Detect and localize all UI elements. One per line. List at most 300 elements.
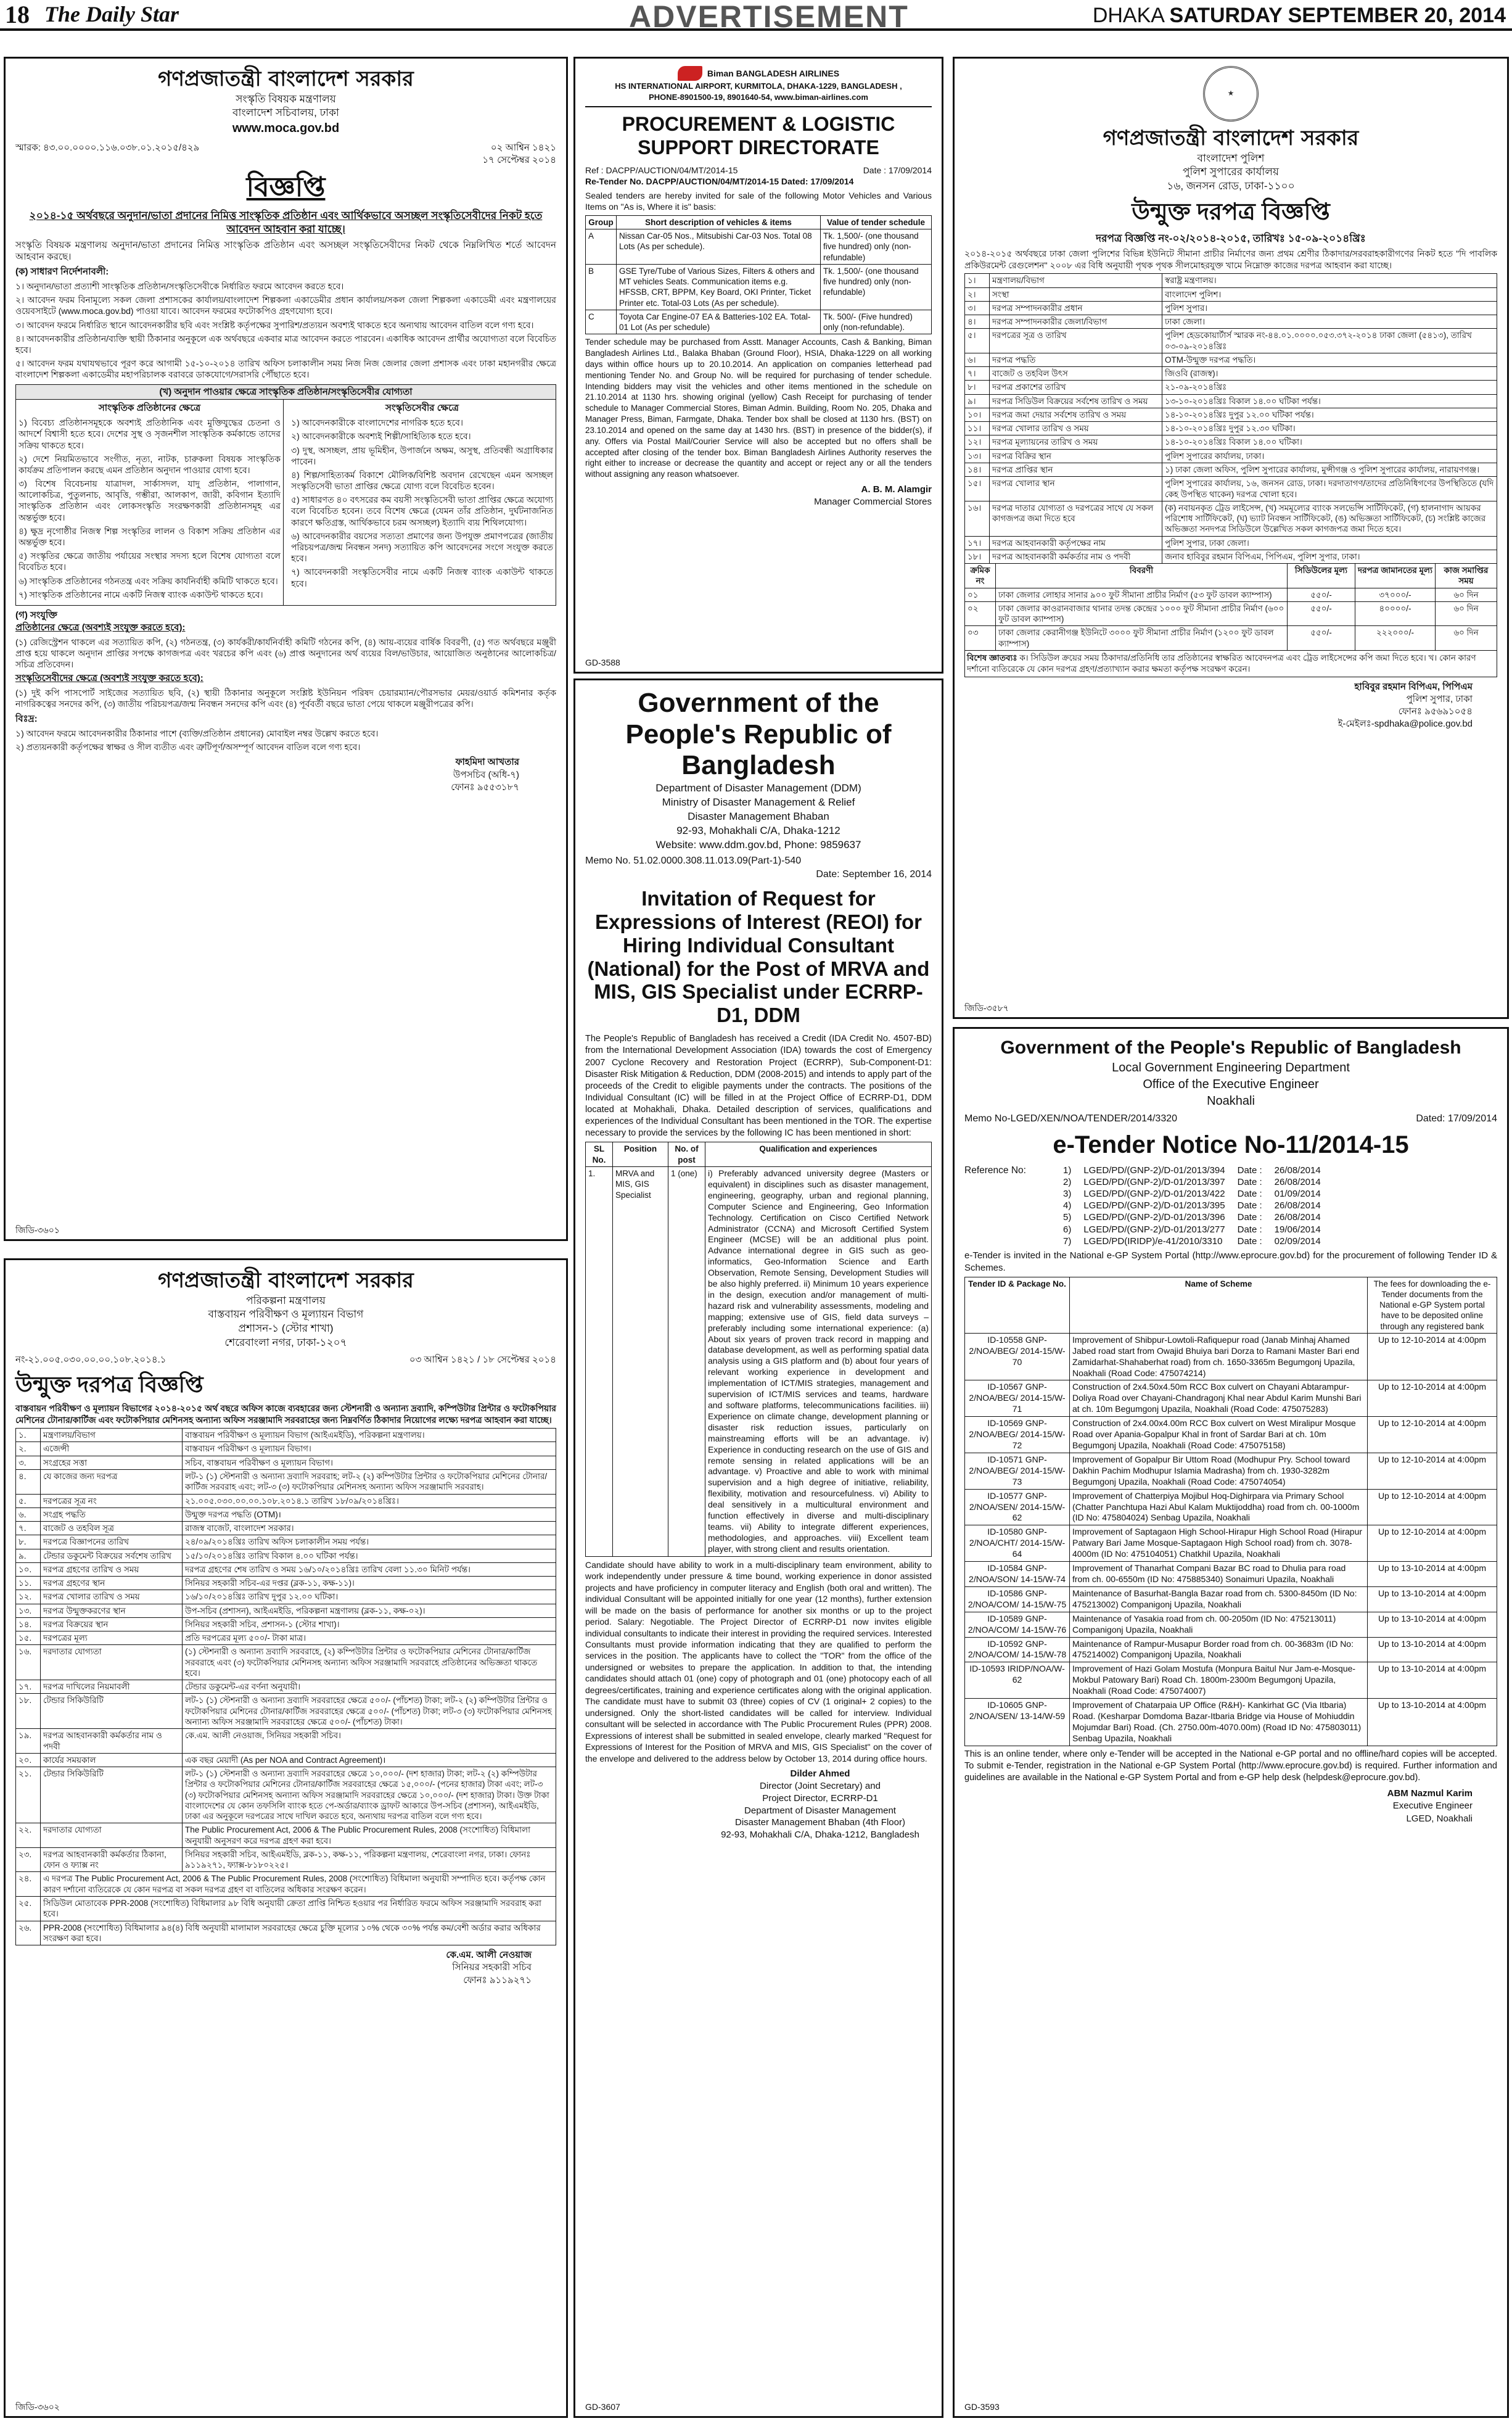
table-row bbox=[16, 1604, 556, 1617]
table-header bbox=[586, 1142, 932, 1167]
row-number: ৭। bbox=[965, 367, 990, 381]
table-row bbox=[16, 1680, 556, 1694]
group: B bbox=[586, 264, 617, 310]
table-row bbox=[965, 1489, 1497, 1525]
row-label: দরপত্র খোলার স্থান bbox=[990, 477, 1162, 501]
ad-code: জিডি-৩৬০২ bbox=[15, 2401, 60, 2412]
ref-cell: Date : bbox=[1237, 1224, 1262, 1235]
ref-cell: LGED/PD/(GNP-2)/D-01/2013/395 bbox=[1083, 1200, 1225, 1211]
ref-cell: 6) bbox=[1063, 1224, 1072, 1235]
table-row bbox=[586, 310, 932, 334]
ref-cell: 3) bbox=[1063, 1188, 1072, 1199]
date-bn: ০২ আশ্বিন ১৪২১ bbox=[490, 142, 556, 154]
item-number: ০১ bbox=[965, 588, 996, 601]
signature-block bbox=[585, 484, 932, 509]
row-value: পুলিশ সুপার। bbox=[1162, 301, 1497, 315]
table-row bbox=[965, 477, 1497, 501]
row-number: ১৬. bbox=[16, 1645, 41, 1680]
ref-cell: 4) bbox=[1063, 1200, 1072, 1211]
row-number: ১৭। bbox=[965, 536, 990, 550]
ref-cell: Date : bbox=[1237, 1200, 1262, 1211]
scheme-name: Maintenance of Yasakia road from ch. 00-2050m (ID No: 475213011) Companigonj Upazila, Noakhali bbox=[1070, 1612, 1368, 1637]
table-row bbox=[965, 301, 1497, 315]
table-header bbox=[965, 564, 1497, 588]
th-sl: SL No. bbox=[586, 1142, 613, 1167]
address: ১৬, জনসন রোড, ঢাকা-১১০০ bbox=[1167, 180, 1295, 192]
body: Candidate should have ability to work in a multi-disciplinary team environment, ability to work independently under pressure & time bound, working experience in donor assisted projects and have proficiency in computer literacy and English (both oral and written). The individual Consultant will be appointed initially for one year (12 months), further extension will be made on the basis of performance for another six months or up to the project period. Salary: Negotiable. The Project Director of ECRRP-D1 now invites eligible individual consultants to indicate their interest in providing the required services. Interested Consultants must provide information indicating that they are qualified to perform the services in the position. The applicants have to collect the "TOR" from the office of the undersigned or websites to prepare the application. In addition to that, the intending candidates should attach 01 (one) copy of photograph and 01 (one) photocopy each of all degrees/certificates, training and experience certificates along with the original application. The candidate must have to submit 03 (three) copies of CV (1 original+ 2 copies) to the undersigned. Only the short-listed candidates will be called for interview. Individual consultant will be selected in accordance with The Public Procurement Rules (PPR) 2008. Expressions of interest shall be submitted in sealed envelope, clearly marked "Request for Expressions of Interest for the Position of MRVA and MIS, GIS Specialist" on the cover of the envelope and delivered to the address below by October 13, 2014 during office hours. bbox=[585, 1559, 932, 1763]
row-value: উন্মুক্ত দরপত্র পদ্ধতি (OTM)। bbox=[183, 1507, 556, 1521]
row-number: ১৭. bbox=[16, 1680, 41, 1694]
row-number: ২৫. bbox=[16, 1897, 41, 1921]
ref-cell: 26/08/2014 bbox=[1274, 1212, 1321, 1223]
ref-cell: 5) bbox=[1063, 1212, 1072, 1223]
table-heading: ক্রমিক নং bbox=[965, 564, 996, 588]
table-row bbox=[16, 1645, 556, 1680]
row-label: দরপত্র গ্রহণের তারিখ ও সময় bbox=[41, 1562, 183, 1576]
row-value: পুলিশ হেডকোয়ার্টার্স স্মারক নং-৪৪.০১.০০০০.০৫৩.৩৭২-২০১৪ ঢাকা জেলা (৫৪১৩), তারিখ ০৩-০৯-২০১৪খ্রিঃ bbox=[1162, 329, 1497, 353]
deadline: Up to 13-10-2014 at 4:00pm bbox=[1368, 1586, 1497, 1612]
intro: বাস্তবায়ন পরিবীক্ষণ ও মূল্যায়ন বিভাগের ২০১৪-২০১৫ অর্থ বছরে অফিস কাজে ব্যবহারের জন্য স্টেশনারী ও অন্যান্য দ্রব্যাদি, কম্পিউটার প্রিন্টার ও ফটোকপিয়ার মেশিনের টোনার/কার্টিজ এবং ফটোকপিয়ার মেশিনসহ অন্যান্য অফিস সরঞ্জামাদি সরবরাহের জন্য নিম্নবর্ণিত ঠিকাদার নিয়োগের লক্ষ্যে দরপত্র আহবান করা যাচ্ছে। bbox=[15, 1403, 556, 1425]
signature-block bbox=[15, 756, 519, 794]
ref-cell: 2) bbox=[1063, 1176, 1072, 1187]
table-row bbox=[965, 353, 1497, 366]
institution-column bbox=[16, 400, 284, 605]
ref-cell: 26/08/2014 bbox=[1274, 1176, 1321, 1187]
signer-title: Director (Joint Secretary) and bbox=[760, 1780, 881, 1791]
deadline: Up to 12-10-2014 at 4:00pm bbox=[1368, 1380, 1497, 1417]
signer-org: LGED, Noakhali bbox=[1406, 1813, 1473, 1824]
table-row bbox=[965, 329, 1497, 353]
row-number: ১৮. bbox=[16, 1694, 41, 1729]
intro: Sealed tenders are hereby invited for sale of the following Motor Vehicles and Various Items on "As is, Where it is" basis: bbox=[585, 190, 932, 212]
ref-cell: LGED/PD/(GNP-2)/D-01/2013/277 bbox=[1083, 1224, 1225, 1235]
ref-table bbox=[1057, 1165, 1327, 1247]
row-value: এক বছর মেয়াদী (As per NOA and Contract Agreement)। bbox=[183, 1753, 556, 1767]
schedule-price: ৫৫০/- bbox=[1288, 626, 1355, 651]
institution-attachments: (১) রেজিস্ট্রেশন থাকলে এর সত্যায়িত কপি, (২) গঠনতন্ত্র, (৩) কার্যকরী/কার্যনির্বাহী কমিটি গঠনের কপি, (৪) আয়-ব্যয়ের বার্ষিক বিবরণী, (৫) গত অর্থবছরে মঞ্জুরী প্রাপ্ত হয়ে থাকলে অনুদান প্রাপ্তির সপক্ষে কাগজপত্র এবং খরচের কপি এবং (৬) প্রাপ্ত অনুদানের অর্থ ব্যয়ের বিল/ভাউচার, আয়োজিত অনুষ্ঠানের আলোকচিত্র/সচিত্র প্রতিবেদন। bbox=[15, 637, 556, 669]
ref-cell: Date : bbox=[1237, 1235, 1262, 1247]
table-row bbox=[16, 1872, 556, 1897]
row-value: বাস্তবায়ন পরিবীক্ষণ ও মূল্যায়ন বিভাগ (আইএমইডি), পরিকল্পনা মন্ত্রণালয়। bbox=[183, 1429, 556, 1442]
ref-cell: Date : bbox=[1237, 1165, 1262, 1176]
scheme-name: Improvement of Hazi Golam Mostufa (Monpura Baitul Nur Jam-e-Mosque-Mokbul Patowary Bari) Road Ch. 1800m-2300m Begumgonj Upazila, Noakhali (Road Code: 475074007) bbox=[1070, 1662, 1368, 1699]
row-value: OTM-উন্মুক্ত দরপত্র পদ্ধতি। bbox=[1162, 353, 1497, 366]
ref-label: Reference No: bbox=[964, 1165, 1026, 1176]
notice-heading: উন্মুক্ত দরপত্র বিজ্ঞপ্তি bbox=[15, 1372, 203, 1398]
ref-cell: 02/09/2014 bbox=[1274, 1235, 1321, 1247]
table-row bbox=[965, 1453, 1497, 1489]
table-row bbox=[586, 264, 932, 310]
tender-id: ID-10577 GNP-2/NOA/SEN/ 2014-15/W-62 bbox=[965, 1489, 1070, 1525]
ref-cell: Date : bbox=[1237, 1188, 1262, 1199]
dateline bbox=[1093, 4, 1506, 28]
row-value: ১৬/১০/২০১৪খ্রিঃ তারিখ দুপুর ১২.০০ ঘটিকা। bbox=[183, 1590, 556, 1604]
scheme-name: Improvement of Gopalpur Bir Uttom Road (Modhupur Pry. School toward Dakhin Pachim Modhupur Islamia Madrasha) from ch. 1930-3282m Begumgonj Upazila, Noakhali (Road Code: 475074054) bbox=[1070, 1453, 1368, 1489]
row-text: PPR-2008 (সংশোধিত) বিধিমালার ৯৪(৪) বিধি অনুযায়ী মালামাল সরবরাহের ক্ষেত্রে চুক্তি মূল্যের ১০% থেকে ৩০% পর্যন্ত কম/বেশী অর্ডার করার অধিকার সংরক্ষণ করা হবে। bbox=[41, 1921, 556, 1945]
ref-cell: LGED/PD/(GNP-2)/D-01/2013/397 bbox=[1083, 1176, 1225, 1187]
tender-id: ID-10592 GNP-2/NOA/COM/ 14-15/W-78 bbox=[965, 1637, 1070, 1662]
tender-id: ID-10567 GNP-2/NOA/BEG/ 2014-15/W-71 bbox=[965, 1380, 1070, 1417]
notice-heading: উন্মুক্ত দরপত্র বিজ্ঞপ্তি bbox=[1132, 199, 1330, 226]
table-row bbox=[16, 1507, 556, 1521]
row-label: দরপত্রে বিজ্ঞাপনের তারিখ bbox=[41, 1535, 183, 1549]
tender-id: ID-10586 GNP-2/NOA/COM/ 14-15/W-75 bbox=[965, 1586, 1070, 1612]
row-value: স্বরাষ্ট্র মন্ত্রণালয়। bbox=[1162, 274, 1497, 287]
schedule-price: ৫৫০/- bbox=[1288, 601, 1355, 626]
row-number: ২৩. bbox=[16, 1847, 41, 1872]
row-label: টেন্ডার ডকুমেন্ট বিক্রয়ের সর্বশেষ তারিখ bbox=[41, 1549, 183, 1562]
schedule-value: Tk. 1,500/- (one thousand five hundred) only (non-refundable) bbox=[821, 264, 932, 310]
office: পুলিশ সুপারের কার্যালয় bbox=[1182, 166, 1280, 178]
row-label: দরদাতার যোগ্যতা bbox=[41, 1645, 183, 1680]
airline-name: Biman BANGLADESH AIRLINES bbox=[707, 68, 840, 78]
table-row bbox=[16, 1522, 556, 1535]
row-number: ৬. bbox=[16, 1507, 41, 1521]
table-row bbox=[16, 1442, 556, 1456]
intro: The People's Republic of Bangladesh has received a Credit (IDA Credit No. 4507-BD) from the International Development Association (IDA) towards the cost of Emergency 2007 Cyclone Recovery and Restoration Project (ECRRP), Sub-Component-D1: Disaster Risk Mitigation & Reduction, DDM (2008-2015) and intends to apply part of the proceeds of the Credit to eligible payments under the contracts. The positions of the Individual Consultant (IC) will be filled in at the Project Office of ECRRP-D1, DDM located at Mohakhali, Dhaka. Detailed description of services, qualifications and experiences of the Individual Consultant has been mentioned in the TOR. The expertise necessary to provide the services by the following IC has been mentioned in short: bbox=[585, 1034, 932, 1139]
row-value: (ক) নবায়নকৃত ট্রেড লাইসেন্স, (খ) সমমূল্যের ব্যাংক সলভেন্সি সার্টিফিকেট, (গ) হালনাগাদ আয়কর পরিশোধ সার্টিফিকেট, (ঘ) ভ্যাট নিবন্ধন সার্টিফিকেট, (ঙ) অভিজ্ঞতা সার্টিফিকেট, (চ) সংশ্লিষ্ট কাজের অভিজ্ঞতা সনদপত্র সিডিউলে উল্লেখিত সকল কাগজপত্র জমা দিতে হবে। bbox=[1162, 501, 1497, 536]
row-number: ৪। bbox=[965, 315, 990, 329]
ad-title: গণপ্রজাতন্ত্রী বাংলাদেশ সরকার bbox=[158, 67, 414, 91]
memo: স্মারক: ৪৩.০০.০০০০.১১৬.০৩৮.০১.২০১৫/৪২৯ bbox=[15, 142, 200, 154]
table-row bbox=[586, 1166, 932, 1556]
schedule-price: ৫৫০/- bbox=[1288, 588, 1355, 601]
security-amount: ৪০০০০/- bbox=[1355, 601, 1436, 626]
posts: 1 (one) bbox=[668, 1166, 705, 1556]
row-number: ৭. bbox=[16, 1522, 41, 1535]
row-value: ২১.০০৫.০৩০.০০.০০.১০৮.২০১৪.১ তারিখ ১৮/০৯/২০১৪খ্রিঃ। bbox=[183, 1494, 556, 1507]
table-row bbox=[16, 1535, 556, 1549]
district: Noakhali bbox=[1207, 1094, 1255, 1108]
institution-attach-heading: প্রতিষ্ঠানের ক্ষেত্রে (অবশ্যই সংযুক্ত করতে হবে): bbox=[15, 622, 186, 633]
row-value: ১৫/১০/২০১৪খ্রিঃ তারিখ বিকাল ৪.০০ ঘটিকা পর্যন্ত। bbox=[183, 1549, 556, 1562]
description: Nissan Car-05 Nos., Mitsubishi Car-03 Nos. Total 08 Lots (As per schedule). bbox=[617, 229, 821, 265]
schedule-value: Tk. 500/- (Five hundred) only (non-refundable). bbox=[821, 310, 932, 334]
table-row bbox=[965, 1586, 1497, 1612]
ministry: Ministry of Disaster Management & Relief bbox=[662, 796, 855, 808]
table-row bbox=[16, 1921, 556, 1945]
table-row bbox=[965, 394, 1497, 408]
row-number: ১৪. bbox=[16, 1617, 41, 1631]
rule: ১। অনুদান/ভাতা প্রত্যাশী সাংস্কৃতিক প্রতিষ্ঠান/সংস্কৃতিসেবীকে নির্ধারিত ফরমে আবেদন করতে হবে। bbox=[15, 281, 344, 292]
person-column bbox=[289, 400, 556, 605]
criterion: ৫) সাধারণত ৪০ বৎসরের কম বয়সী সংস্কৃতিসেবী ভাতা প্রাপ্তির ক্ষেত্রে অযোগ্য বলে বিবেচিত হবেন। তবে বিশেষ ক্ষেত্রে (যেমন তাঁর প্রতিষ্ঠান, দুর্ঘটনাজনিত কারণে ক্ষতিগ্রস্ত, আর্থিকভাবে চরম অসচ্ছল) ইত্যাদি ব্যয় শিথিলযোগ্য। bbox=[291, 495, 553, 527]
security-amount: ৩৭০০০/- bbox=[1355, 588, 1436, 601]
ad-imed-tender bbox=[4, 1258, 568, 2418]
memo: Memo No. 51.02.0000.308.11.013.09(Part-1)-540 bbox=[585, 856, 802, 867]
signer-name: A. B. M. Alamgir bbox=[861, 484, 932, 495]
scheme-name: Improvement of Chatterpiya Mojibul Hoq-Dighirpara via Primary School (Chatter Panchtupa Hazi Abul Kalam Muktijoddha) road from ch. 00-1000m (ID No: 475804024) Senbag Upazila, Noakhali bbox=[1070, 1489, 1368, 1525]
section-a: (ক) সাধারণ নির্দেশনাবলী: bbox=[15, 266, 109, 278]
tender-id: ID-10580 GNP-2/NOA/CHT/ 2014-15/W-64 bbox=[965, 1525, 1070, 1562]
row-label: দরপত্র আহবানকারী কর্মকর্তার নাম ও পদবী bbox=[41, 1729, 183, 1754]
item-description: ঢাকা জেলার কাওরানবাজার থানার তদন্ত কেন্দ্রের ১০০০ ফুট সীমানা প্রাচীর নির্মাণ (৬০০ ফুট ডাবল ক্যাম্পাস) bbox=[996, 601, 1288, 626]
department: Department of Disaster Management (DDM) bbox=[655, 782, 861, 794]
scheme-name: Improvement of Thanarhat Compani Bazar BC road to Dhulia para road from ch. 00-6550m (ID No: 475885340) Sonaimuri Upazila, Noakhali bbox=[1070, 1562, 1368, 1587]
table-heading: সিডিউলের মূল্য bbox=[1288, 564, 1355, 588]
position-table bbox=[585, 1142, 932, 1556]
person-attachments: (১) দুই কপি পাসপোর্ট সাইজের সত্যায়িত ছবি, (২) স্থায়ী ঠিকানার অনুকূলে সংশ্লিষ্ট ইউনিয়ন পরিষদ চেয়ারম্যান/পৌরসভার মেয়র/ওয়ার্ড কমিশনার কর্তৃক নাগরিকত্বের সনদের কপি, (৩) জাতীয় পরিচয়পত্র/জন্ম নিবন্ধন সনদের কপি এবং (৪) পূর্ববর্তী বছরে ভাতা পেয়ে থাকলে মঞ্জুরীপত্রের কপি। bbox=[15, 687, 556, 709]
description: GSE Tyre/Tube of Various Sizes, Filters & others and MT vehicles Seats. Communication items e.g. HFSSB, CRT, BPPM, Key Board, OKI Printer, Ticket Printer etc. Total-03 Lots (As per schedule). bbox=[617, 264, 821, 310]
row-value: ১৪-১০-২০১৪খ্রিঃ দুপুর ১২.০০ ঘটিকা পর্যন্ত। bbox=[1162, 408, 1497, 421]
table-row bbox=[965, 1417, 1497, 1453]
deadline: Up to 13-10-2014 at 4:00pm bbox=[1368, 1699, 1497, 1746]
ad-code: GD-3607 bbox=[585, 2401, 620, 2412]
ref-cell: LGED/PD/(GNP-2)/D-01/2013/396 bbox=[1083, 1212, 1225, 1223]
description: Toyota Car Engine-07 EA & Batteries-102 EA. Total-01 Lot (As per schedule) bbox=[617, 310, 821, 334]
row-label: সংগ্রহ পদ্ধতি bbox=[41, 1507, 183, 1521]
table-row bbox=[965, 315, 1497, 329]
page-number: 18 bbox=[5, 0, 30, 28]
body: Tender schedule may be purchased from Asstt. Manager Accounts, Cash & Banking, Biman Bangladesh Airlines Ltd., Balaka Bhaban (Ground Floor), HSIA, Dhaka-1229 on all working days within office hours up to 20.10.2014. An application on companies letterhead pad mentioning Tender No. and Group No. will be required for purchasing of tender schedule. Intending bidders may visit the vehicles and other items mentioned in the schedule on 21.10.2014 at 1130 hrs. showing original (yellow) Cash Receipt for purchasing of tender schedule to Manager Commercial Stores, Biman Admin. Building, Room No. 205, Dhaka and Manager Press, Biman, Farmgate, Dhaka. Tender box shall be closed at 1130 hrs. (BST) on 23.10.2014 and opened on the same day at 1430 hrs. (BST) in presence of the bidder(s), if any. Offers via Postal Mail/Courier Service will also be accepted but no offers shall be accepted after closing of the tender box. Biman Bangladesh Airlines Authority reserves the right either to increase or decrease the quantity and accept or reject any or all the tenders without assigning any reason whatsoever. bbox=[585, 337, 932, 479]
table-row bbox=[965, 1612, 1497, 1637]
table-row bbox=[965, 626, 1497, 651]
table-heading: Tender ID & Package No. bbox=[965, 1277, 1070, 1333]
row-label: মন্ত্রণালয়/বিভাগ bbox=[41, 1429, 183, 1442]
tender-id: ID-10593 IRIDP/NOA/W-62 bbox=[965, 1662, 1070, 1699]
ref-cell: LGED/PD(IRIDP)/e-41/2010/3310 bbox=[1083, 1235, 1223, 1247]
table-heading: দরপত্র জামানতের মূল্য bbox=[1355, 564, 1436, 588]
ref-row bbox=[1057, 1200, 1327, 1211]
intro: ২০১৪-২০১৫ অর্থবছরে ঢাকা জেলা পুলিশের বিভিন্ন ইউনিটে সীমানা প্রাচীর নির্মাণের জন্য প্রথম শ্রেণীর ঠিকাদার/সরবরাহকারীগণের নিকট হতে "দি পাবলিক প্রকিউরমেন্ট রেগুলেশন" ২০০৮ এর বিধি অনুযায়ী পৃথক পৃথক সীলমোহরযুক্ত খামে নিম্নোক্ত কাজের দরপত্র আহবান করা যাচ্ছে। bbox=[964, 249, 1497, 270]
signer-title-2: Project Director, ECRRP-D1 bbox=[762, 1792, 878, 1804]
row-value: ১৪-১০-২০১৪খ্রিঃ দুপুর ১২.৩০ ঘটিকা। bbox=[1162, 422, 1497, 435]
rules-list bbox=[15, 281, 556, 381]
criterion: ৩) দুস্থ, অসচ্ছল, প্রায় ভূমিহীন, উপার্জনে অক্ষম, অসুস্থ, প্রতিবন্ধী অগ্রাধিকার পাবেন। bbox=[291, 445, 553, 466]
signer-title: Manager Commercial Stores bbox=[814, 497, 932, 508]
ref-cell: 01/09/2014 bbox=[1274, 1188, 1321, 1199]
item-number: ০৩ bbox=[965, 626, 996, 651]
row-value: বাস্তবায়ন পরিবীক্ষণ ও মূল্যায়ন বিভাগ। bbox=[183, 1442, 556, 1456]
row-label: দরদাতার যোগ্যতা bbox=[41, 1823, 183, 1848]
signer-name: ABM Nazmul Karim bbox=[1387, 1788, 1473, 1799]
table-row bbox=[965, 1562, 1497, 1587]
memo-row bbox=[964, 1112, 1497, 1125]
row-number: ৯। bbox=[965, 394, 990, 408]
criterion: ৩) বিশেষ বিবেচনায় যাত্রাদল, সার্কাসদল, যাদু প্রতিষ্ঠান, পালাগান, আলোকচিত্র, পুতুলনাচ, আবৃত্তি, গম্ভীরা, আলকাপ, জারী, কবিগান ইত্যাদি সাংস্কৃতিক প্রতিষ্ঠান এবং লোকসংস্কৃতি সংরক্ষণকারী প্রতিষ্ঠানসমূহ এর অন্তর্ভুক্ত হবে। bbox=[18, 479, 281, 522]
row-label: দরপত্র বিক্রয়ের স্থান bbox=[41, 1617, 183, 1631]
ad-title: গণপ্রজাতন্ত্রী বাংলাদেশ সরকার bbox=[1103, 126, 1359, 151]
office: Office of the Executive Engineer bbox=[1143, 1077, 1319, 1091]
ad-police-tender bbox=[953, 57, 1509, 1019]
dates: ০৩ আশ্বিন ১৪২১ / ১৮ সেপ্টেম্বর ২০১৪ bbox=[409, 1355, 556, 1366]
row-label: দরপত্র খোলার তারিখ ও সময় bbox=[990, 422, 1162, 435]
address: HS INTERNATIONAL AIRPORT, KURMITOLA, DHAKA-1229, BANGLADESH , bbox=[615, 81, 902, 91]
row-number: ১৪। bbox=[965, 463, 990, 477]
phone: PHONE-8901500-19, 8901640-54, www.biman-airlines.com bbox=[585, 92, 932, 108]
row-number: ২। bbox=[965, 287, 990, 301]
ad-code: জিডি-৩৬০১ bbox=[15, 1224, 60, 1235]
table-heading: Value of tender schedule bbox=[821, 215, 932, 229]
table-row bbox=[965, 463, 1497, 477]
row-label: দরপত্র সিডিউল বিক্রয়ের সর্বশেষ তারিখ ও সময় bbox=[990, 394, 1162, 408]
row-value: ২৪/০৯/২০১৪খ্রিঃ তারিখ অফিস চলাকালীন সময় পর্যন্ত। bbox=[183, 1535, 556, 1549]
row-label: দরপত্র উন্মুক্তকরণের স্থান bbox=[41, 1604, 183, 1617]
row-label: এজেন্সী bbox=[41, 1442, 183, 1456]
table-row bbox=[965, 536, 1497, 550]
criterion: ৬) সাংস্কৃতিক প্রতিষ্ঠানের গঠনতন্ত্র এবং সক্রিয় কার্যনির্বাহী কমিটি থাকতে হবে। bbox=[18, 575, 278, 586]
ref-row bbox=[1057, 1188, 1327, 1200]
row-label: দরপত্রের মূল্য bbox=[41, 1631, 183, 1645]
table-row bbox=[16, 1562, 556, 1576]
table-row bbox=[965, 601, 1497, 626]
row-value: সিনিয়র সহকারী সচিব, আইএমইডি, ব্লক-১১, কক্ষ-১১, পরিকল্পনা মন্ত্রণালয়, শেরেবাংলা নগর, ঢাকা। ফোনঃ ৯১১৯২৭১, ফ্যাক্স-৮১৮০২২৫। bbox=[183, 1847, 556, 1872]
tender-id: ID-10558 GNP-2/NOA/BEG/ 2014-15/W-70 bbox=[965, 1333, 1070, 1380]
row-number: ১৩. bbox=[16, 1604, 41, 1617]
intro: সংস্কৃতি বিষয়ক মন্ত্রণালয় অনুদান/ভাতা প্রদানের নিমিত্ত সাংস্কৃতিক প্রতিষ্ঠান এবং অসচ্ছল সংস্কৃতিসেবীদের নিকট থেকে নিম্নলিখিত শর্তে আবেদন আহবান করছে। bbox=[15, 239, 556, 263]
bhaban: Disaster Management Bhaban bbox=[688, 810, 829, 822]
tender-id: ID-10569 GNP-2/NOA/BEG/ 2014-15/W-72 bbox=[965, 1417, 1070, 1453]
criterion: ২) দেশে নিয়মিতভাবে সংগীত, নৃত্য, নাটক, চারুকলা বিষয়ক সাংস্কৃতিক কার্যক্রম প্রতিপালন করছে এমন প্রতিষ্ঠান অনুদান পাওয়ার যোগ্য হবে। bbox=[18, 453, 281, 475]
memo: Memo No-LGED/XEN/NOA/TENDER/2014/3320 bbox=[964, 1113, 1178, 1124]
position: MRVA and MIS, GIS Specialist bbox=[613, 1166, 668, 1556]
row-number: ২০. bbox=[16, 1753, 41, 1767]
ref-row bbox=[585, 165, 932, 176]
branch: প্রশাসন-১ (স্টোর শাখা) bbox=[238, 1322, 334, 1335]
column-heading: সংস্কৃতিসেবীর ক্ষেত্রে bbox=[385, 403, 459, 414]
ad-code: GD-3588 bbox=[585, 657, 620, 667]
table-row bbox=[965, 367, 1497, 381]
row-value: জিওবি (রাজস্ব)। bbox=[1162, 367, 1497, 381]
deadline: Up to 12-10-2014 at 4:00pm bbox=[1368, 1453, 1497, 1489]
note: ২) প্রত্যয়নকারী কর্তৃপক্ষের স্বাক্ষর ও সীল ব্যতীত এবং ত্রুটিপূর্ণ/অসম্পূর্ণ আবেদন বাতিল বলে গণ্য হবে। bbox=[15, 742, 361, 753]
table-row bbox=[965, 1637, 1497, 1662]
signer-name: ফাহমিদা আখতার bbox=[455, 757, 519, 768]
row-value: সচিব, বাস্তবায়ন পরিবীক্ষণ ও মূল্যায়ন বিভাগ। bbox=[183, 1456, 556, 1469]
table-row bbox=[16, 1456, 556, 1469]
completion-time: ৬০ দিন bbox=[1436, 601, 1497, 626]
dateline-city: DHAKA bbox=[1092, 4, 1164, 27]
row-label: দরপত্র মূল্যায়নের তারিখ ও সময় bbox=[990, 435, 1162, 449]
signature-block bbox=[964, 681, 1473, 731]
row-label: টেন্ডার সিকিউরিটি bbox=[41, 1767, 183, 1823]
deadline: Up to 13-10-2014 at 4:00pm bbox=[1368, 1637, 1497, 1662]
scheme-name: Improvement of Saptagaon High School-Hirapur High School Road (Hirapur Patwary Bari Jame Mosque-Saptagaon High School road) from ch. 3078-4000m (ID No: 475104051) Chatkhil Upazila, Noakhali bbox=[1070, 1525, 1368, 1562]
signature-block bbox=[709, 1768, 932, 1841]
row-label: দরপত্র বিক্রির স্থান bbox=[990, 449, 1162, 463]
row-value: জনাব হাবিবুর রহমান বিপিএম, পিপিএম, পুলিশ সুপার, ঢাকা। bbox=[1162, 550, 1497, 563]
deadline: Up to 13-10-2014 at 4:00pm bbox=[1368, 1562, 1497, 1587]
dated: Dated: 17/09/2014 bbox=[1416, 1113, 1497, 1124]
ref-cell: 1) bbox=[1063, 1165, 1072, 1176]
table-row bbox=[965, 1380, 1497, 1417]
signer-address: Department of Disaster Management bbox=[744, 1805, 896, 1816]
criterion: ৬) আবেদনকারীর বয়সের সত্যতা প্রমাণের জন্য উপযুক্ত প্রমাণপত্রের (জাতীয় পরিচয়পত্র/জন্ম নিবন্ধন সনদ) সত্যায়িত কপি আবেদনের সংগে সংযুক্ত করতে হবে। bbox=[291, 530, 553, 564]
qualification: i) Preferably advanced university degree (Masters or equivalent) in disciplines such as disaster management, engineering, geography, urban and regional planning, Computer Science and Engineering, Geo Information Technology. Certification on Cisco Certified Network Administrator (CCNA) and Microsoft Certified System Engineer (MCSE) will be an additional plus point. Advance international degree in GIS such as geo-informatics, Geo-Information Science and Earth Observation, Remote Sensing, Development Studies will be also highly preferred. ii) Minimum 10 years experience in the design, execution and/or management of multi-hazard risk and vulnerability assessments, modeling and mapping; extensive use of GIS, field data surveys – preferably including some international experience: (a) About six years of proven track record in mapping and database development, as well as performing spatial data analysis using a GIS platform and (b) about four years of relevant working experience in development and implementation of ICT/MIS strategies, management and supervision of ICT/MIS services and teams, hardware and software platforms, telecommunications facilities. iii) Experience on climate change, development planning or disaster risk reduction issues, particularly on mainstreaming efforts will be an advantage. iv) Experience in conducting research on the use of GIS and remote sensing in related applications will be an advantage. v) Proactive and able to work with minimal supervision and a high degree of initiative, reliability, flexibility, motivation and resourcefulness. vi) Ability to deal sensitively in a multicultural environment and function effectively in diverse and multi-disciplinary teams. vii) Ability to integrate different experiences, methodologies, and approaches. viii) Excellent team player, with strong client and results orientation. bbox=[705, 1166, 932, 1556]
date-en: ১৮ সেপ্টেম্বর ২০১৪ bbox=[482, 1355, 556, 1366]
table-row bbox=[16, 1494, 556, 1507]
table-heading: Name of Scheme bbox=[1070, 1277, 1368, 1333]
signer-title: Executive Engineer bbox=[1392, 1800, 1473, 1812]
row-value: ১৩-১০-২০১৪খ্রিঃ বিকাল ১৪.০০ ঘটিকা পর্যন্ত। bbox=[1162, 394, 1497, 408]
ad-biman-auction bbox=[573, 57, 943, 674]
row-value: লট-১ (১) স্টেশনারী ও অন্যান্য দ্রব্যাদি সরবরাহের ক্ষেত্রে ৫০০/- (পাঁচশত) টাকা; লট-২ (২) কম্পিউটার প্রিন্টার ও ফটোকপিয়ার মেশিনের টোনার/কার্টিজ সরবরাহের ক্ষেত্রে ৫০০/- (পাঁচশত) টাকা; লট-৩ (৩) ফটোকপিয়ার মেশিনসহ অন্যান্য অফিস সরঞ্জামাদি সরবরাহের ক্ষেত্রে ৫০০/- (পাঁচশত) টাকা। bbox=[183, 1694, 556, 1729]
row-value: ১৪-১০-২০১৪খ্রিঃ বিকাল ১৪.০০ ঘটিকা। bbox=[1162, 435, 1497, 449]
row-text: সিডিউল মোতাবেক PPR-2008 (সংশোধিত) বিধিমালার ৯৮ বিধি অনুযায়ী ক্রেতা প্রাপ্তি নিশ্চিত হওয়ার পর নির্ধারিত ফরমে অফিস সরঞ্জামাদি সরবরাহ করা হবে। bbox=[41, 1897, 556, 1921]
table-row bbox=[965, 588, 1497, 601]
row-label: বাজেট ও তহবিল উৎস bbox=[990, 367, 1162, 381]
criterion: ১) আবেদনকারীকে বাংলাদেশের নাগরিক হতে হবে। bbox=[291, 418, 463, 428]
special-notes bbox=[964, 651, 1497, 677]
signer-name: Dilder Ahmed bbox=[790, 1768, 850, 1780]
row-value: দরপত্র গ্রহণের শেষ তারিখ ও সময় ১৬/১০/২০১৪খ্রিঃ তারিখ বেলা ১১.৩০ মিনিট পর্যন্ত। bbox=[183, 1562, 556, 1576]
tender-id: ID-10571 GNP-2/NOA/BEG/ 2014-15/W-73 bbox=[965, 1453, 1070, 1489]
table-row bbox=[965, 501, 1497, 536]
sl: 1. bbox=[586, 1166, 613, 1556]
ref-cell: LGED/PD/(GNP-2)/D-01/2013/422 bbox=[1083, 1188, 1225, 1199]
row-number: ২২. bbox=[16, 1823, 41, 1848]
tender-table bbox=[964, 273, 1497, 564]
tender-table bbox=[15, 1428, 556, 1945]
ad-code: GD-3593 bbox=[964, 2401, 1000, 2412]
deadline: Up to 12-10-2014 at 4:00pm bbox=[1368, 1525, 1497, 1562]
date-bn: ০৩ আশ্বিন ১৪২১ bbox=[409, 1355, 475, 1366]
row-label: দরপত্র সম্পাদনকারীর জেলা/বিভাগ bbox=[990, 315, 1162, 329]
ad-ddm-reoi bbox=[573, 678, 943, 2418]
website: www.moca.gov.bd bbox=[232, 122, 340, 136]
row-number: ১৮। bbox=[965, 550, 990, 563]
scheme-name: Improvement of Shibpur-Lowtoli-Rafiquepur road (Janab Minhaj Ahamed Jabed road start from Owajid Bhuiya bari Dorza to Ramani Master Bari end Zamidarhat-Shahaberhat road) from ch. 1650-3365m Begumgonj Upazila, Noakhali (Road Code: 475074214) bbox=[1070, 1333, 1368, 1380]
scheme-name: Construction of 2x4.50x4.50m RCC Box culvert on Chayani Abtarampur-Doliya Road over Chayani-Chandragonj Khal near Abdul Karim Munshi Bari at ch. 10m Begumgonj Upazila, Noakhali (Road Code: 475075283) bbox=[1070, 1380, 1368, 1417]
row-number: ১০। bbox=[965, 408, 990, 421]
completion-time: ৬০ দিন bbox=[1436, 626, 1497, 651]
row-value: উপ-সচিব (প্রশাসন), আইএমইডি, পরিকল্পনা মন্ত্রণালয় (ব্লক-১১, কক্ষ-০২)। bbox=[183, 1604, 556, 1617]
row-label: দরপত্র আহবানকারী কর্তৃপক্ষের নাম bbox=[990, 536, 1162, 550]
scheme-name: Improvement of Chatarpaia UP Office (R&H)- Kankirhat GC (Via Itbaria) Road. (Kesharpar Domdoma Bazar-Itbaria Bridge via House of Mohiuddin Mojumdar Bari) Road. (Ch. 2750.00m-4070.00m) (Road ID No: 475803011) Senbag Upazila, Noakhali bbox=[1070, 1699, 1368, 1746]
page-header bbox=[0, 0, 1512, 34]
row-label: দরপত্র আহবানকারী কর্মকর্তার ঠিকানা, ফোন ও ফ্যাক্স নং bbox=[41, 1847, 183, 1872]
group: A bbox=[586, 229, 617, 265]
row-number: ৫। bbox=[965, 329, 990, 353]
table-row bbox=[16, 1429, 556, 1442]
ref-cell: 26/08/2014 bbox=[1274, 1200, 1321, 1211]
row-number: ১১. bbox=[16, 1577, 41, 1590]
table-row bbox=[965, 550, 1497, 563]
row-number: ১২. bbox=[16, 1590, 41, 1604]
row-label: দরপত্র দাতার যোগ্যতা ও দরপত্রের সাথে যে সকল কাগজপত্র জমা দিতে হবে bbox=[990, 501, 1162, 536]
table-row bbox=[16, 1549, 556, 1562]
table-row bbox=[16, 1767, 556, 1823]
memo-row bbox=[15, 1354, 556, 1366]
deadline: Up to 12-10-2014 at 4:00pm bbox=[1368, 1333, 1497, 1380]
special-text: ক। সিডিউল ক্রয়ের সময় ঠিকাদার/প্রতিনিধি তার প্রতিষ্ঠানের স্বাক্ষরিত আবেদনপত্র এবং ট্রেড লাইসেন্সের কপি জমা দিতে হবে। খ। কোন কারণ দর্শানো ব্যতিরেকে যে কোন দরপত্র গ্রহণ/প্রত্যাখ্যান করার ক্ষমতা কর্তৃপক্ষ সংরক্ষণ করেন। bbox=[967, 653, 1476, 674]
table-row bbox=[965, 274, 1497, 287]
row-number: ৬। bbox=[965, 353, 990, 366]
signature-block bbox=[15, 1949, 532, 1987]
biman-logo bbox=[585, 66, 932, 81]
deadline: Up to 12-10-2014 at 4:00pm bbox=[1368, 1489, 1497, 1525]
row-number: ১৫। bbox=[965, 477, 990, 501]
row-label: দরপত্র প্রাপ্তির স্থান bbox=[990, 463, 1162, 477]
criterion: ৪) শিল্প/সাহিত্যকর্ম বিকাশে মৌলিক/বিশিষ্ট অবদান রেখেছেন এমন অসচ্ছল সংস্কৃতিসেবী ভাতা প্রাপ্তির ক্ষেত্রে যোগ্য বলে বিবেচিত হবেন। bbox=[291, 469, 553, 492]
signer-phone: ফোনঃ ৯১১৯২৭১ bbox=[463, 1974, 532, 1986]
table-row bbox=[965, 1525, 1497, 1562]
row-number: ১। bbox=[965, 274, 990, 287]
th-position: Position bbox=[613, 1142, 668, 1167]
table-header bbox=[965, 1277, 1497, 1333]
note: ১) আবেদন ফরমে আবেদনকারীর ঠিকানার পাশে (ব্যক্তি/প্রতিষ্ঠান প্রধানের) মোবাইল নম্বর উল্লেখ করতে হবে। bbox=[15, 728, 379, 739]
signer-title: উপসচিব (অধি-৭) bbox=[453, 769, 519, 780]
row-value: (১) স্টেশনারী ও অন্যান্য দ্রব্যাদি সরবরাহে, (২) কম্পিউটার প্রিন্টার ও ফটোকপিয়ার মেশিনের টোনার/কার্টিজ সরবরাহে এবং (৩) ফটোকপিয়ার মেশিনসহ অন্যান্য অফিস সরঞ্জামাদি সরবরাহে প্রতিষ্ঠানের অভিজ্ঞতা থাকতে হবে। bbox=[183, 1645, 556, 1680]
table-row bbox=[965, 287, 1497, 301]
table-heading: The fees for downloading the e-Tender documents from the National e-GP System portal have to be deposited online through any registered bank bbox=[1368, 1277, 1497, 1333]
date: Date: September 16, 2014 bbox=[816, 868, 932, 880]
row-value: লট-১ (১) স্টেশনারী ও অন্যান্য দ্রব্যাদি সরবরাহের ক্ষেত্রে ১০,০০০/- (দশ হাজার) টাকা; লট-২ (২) কম্পিউটার প্রিন্টার ও ফটোকপিয়ার মেশিনের টোনার/কার্টিজ সরবরাহের ক্ষেত্রে ১৫,০০০/- (পনের হাজার) টাকা এবং; লট-৩ (৩) ফটোকপিয়ার মেশিনসহ অন্যান্য অফিস সরঞ্জামাদি সরবরাহের ক্ষেত্রে ১০,০০০/- (দশ হাজার) টাকা। উক্ত টাকা বাংলাদেশের যে কোন তফসিলি ব্যাংক হতে পে-অর্ডার/ব্যাংক ড্রাফট আকারে উপ-সচিব (প্রশাসন), আইএমইডি, ঢাকা এর অনুকূলে দরপত্রের সাথে দাখিল করতে হবে, অন্যথায় দরপত্র বাতিল বলে গণ্য হবে। bbox=[183, 1767, 556, 1823]
table-row bbox=[16, 1729, 556, 1754]
row-label: যে কাজের জন্য দরপত্র bbox=[41, 1469, 183, 1494]
row-value: কে.এম. আলী নেওয়াজ, সিনিয়র সহকারী সচিব। bbox=[183, 1729, 556, 1754]
govt-emblem-icon: ★ bbox=[1203, 66, 1259, 122]
